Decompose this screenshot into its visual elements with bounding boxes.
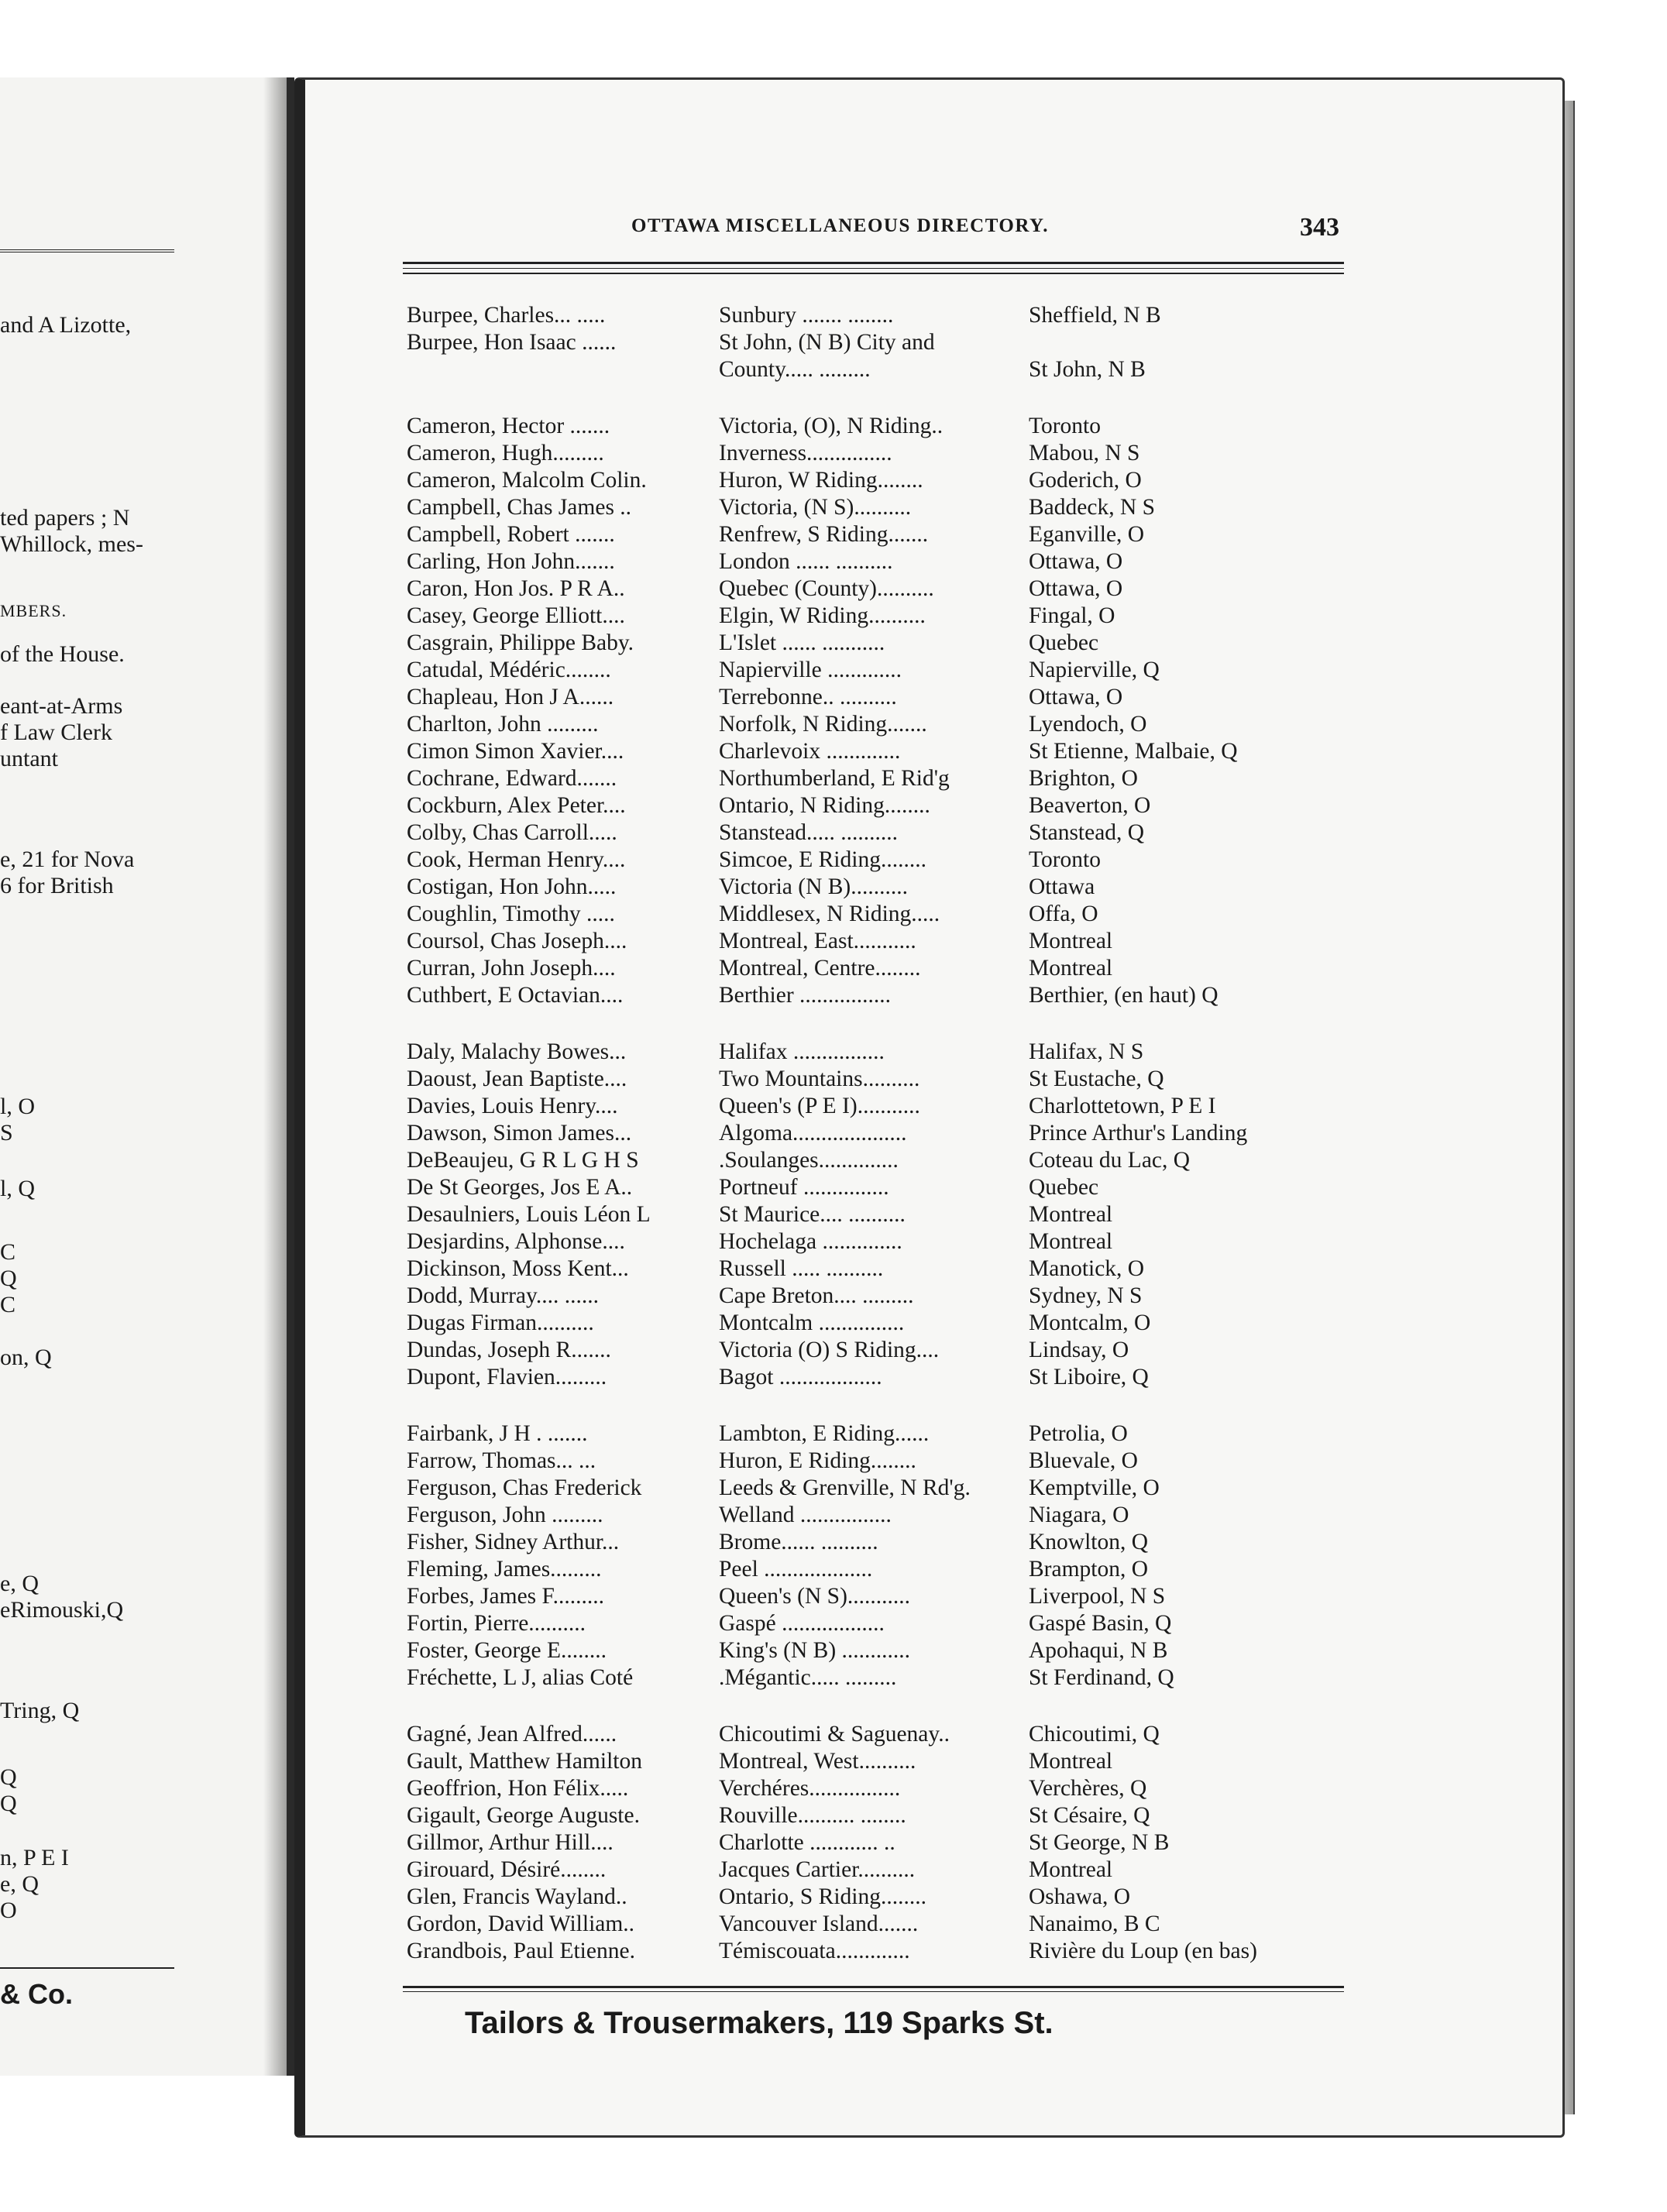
riding: Berthier ................ (719, 983, 892, 1008)
member-name: Cimon Simon Xavier.... (407, 739, 624, 764)
member-name: Fréchette, L J, alias Coté (407, 1665, 634, 1690)
riding: Peel ................... (719, 1557, 873, 1582)
directory-entry (407, 765, 1348, 792)
directory-entry (407, 1884, 1348, 1911)
member-name: Glen, Francis Wayland.. (407, 1884, 627, 1909)
member-name: Charlton, John ......... (407, 712, 599, 737)
riding: Simcoe, E Riding........ (719, 847, 926, 872)
riding: Inverness............... (719, 441, 892, 465)
directory-entry (407, 1364, 1348, 1391)
book-gutter (263, 77, 287, 2076)
member-name: Foster, George E........ (407, 1638, 607, 1663)
header-rule (403, 273, 1344, 274)
left-text-line: 6 for British (0, 873, 114, 898)
directory-entry (407, 955, 1348, 982)
member-name: Catudal, Médéric........ (407, 658, 611, 682)
member-name: Cuthbert, E Octavian.... (407, 983, 624, 1008)
directory-entry (407, 1448, 1348, 1475)
riding: Victoria (N B).......... (719, 874, 909, 899)
post-office: Lyendoch, O (1029, 712, 1147, 737)
post-office: Toronto (1029, 847, 1101, 872)
directory-entry (407, 1337, 1348, 1364)
left-text-line: ted papers ; N (0, 505, 130, 531)
member-name: Dupont, Flavien......... (407, 1365, 607, 1389)
directory-entry (407, 440, 1348, 467)
post-office: Ottawa, O (1029, 685, 1123, 709)
directory-entry (407, 1066, 1348, 1093)
directory-entry (407, 467, 1348, 494)
rule (0, 249, 174, 252)
directory-entry (407, 1502, 1348, 1529)
riding: Leeds & Grenville, N Rd'g. (719, 1475, 971, 1500)
left-text-line: C (0, 1292, 16, 1317)
post-office: Knowlton, Q (1029, 1530, 1149, 1554)
previous-page-fragment (0, 77, 294, 2076)
post-office: Montcalm, O (1029, 1310, 1151, 1335)
riding: Middlesex, N Riding..... (719, 902, 940, 926)
post-office: St John, N B (1029, 357, 1146, 382)
left-text-line: Tring, Q (0, 1698, 80, 1723)
riding: Quebec (County).......... (719, 576, 934, 601)
post-office: Quebec (1029, 1175, 1099, 1200)
left-text-line: O (0, 1898, 17, 1923)
directory-entry (407, 1120, 1348, 1147)
riding: Russell ..... .......... (719, 1256, 884, 1281)
member-name: Casey, George Elliott.... (407, 603, 625, 628)
directory-entry (407, 847, 1348, 874)
post-office: Apohaqui, N B (1029, 1638, 1168, 1663)
member-name: Desaulniers, Louis Léon L (407, 1202, 651, 1227)
riding: Algoma.................... (719, 1121, 907, 1146)
post-office: Charlottetown, P E I (1029, 1094, 1216, 1118)
left-text-line: on, Q (0, 1345, 52, 1370)
directory-entry (407, 1748, 1348, 1775)
member-name: Girouard, Désiré........ (407, 1857, 607, 1882)
directory-entry (407, 603, 1348, 630)
member-name: Davies, Louis Henry.... (407, 1094, 618, 1118)
directory-entry (407, 413, 1348, 440)
riding: L'Islet ...... ........... (719, 630, 885, 655)
member-name: Dundas, Joseph R....... (407, 1338, 611, 1362)
member-name: Colby, Chas Carroll..... (407, 820, 617, 845)
post-office: Ottawa, O (1029, 549, 1123, 574)
riding: Elgin, W Riding.......... (719, 603, 926, 628)
post-office: Quebec (1029, 630, 1099, 655)
post-office: Liverpool, N S (1029, 1584, 1166, 1609)
rule (0, 1967, 174, 1969)
post-office: St Liboire, Q (1029, 1365, 1149, 1389)
left-text-line: eRimouski,Q (0, 1597, 124, 1623)
post-office: Brampton, O (1029, 1557, 1149, 1582)
member-name: Geoffrion, Hon Félix..... (407, 1776, 629, 1801)
riding: Jacques Cartier.......... (719, 1857, 916, 1882)
member-name: Farrow, Thomas... ... (407, 1448, 596, 1473)
post-office: Montreal (1029, 956, 1113, 981)
post-office: Fingal, O (1029, 603, 1115, 628)
footer-rule (403, 1991, 1344, 1992)
member-name: Fortin, Pierre.......... (407, 1611, 586, 1636)
left-text-line: f Law Clerk (0, 720, 112, 745)
member-name: Fleming, James......... (407, 1557, 602, 1582)
riding: .Soulanges.............. (719, 1148, 899, 1173)
post-office: Montreal (1029, 929, 1113, 953)
running-head: OTTAWA MISCELLANEOUS DIRECTORY. (631, 215, 1050, 236)
riding: Charlotte ............ .. (719, 1830, 895, 1855)
riding: King's (N B) ............ (719, 1638, 911, 1663)
post-office: Ottawa (1029, 874, 1095, 899)
directory-entry (407, 575, 1348, 603)
directory-entry (407, 1856, 1348, 1884)
member-name: Gigault, George Auguste. (407, 1803, 640, 1828)
left-text-line: l, O (0, 1094, 35, 1119)
left-footer-fragment: & Co. (0, 1978, 73, 2010)
directory-entry (407, 302, 1348, 329)
riding: Montreal, East........... (719, 929, 916, 953)
directory-entry (407, 1147, 1348, 1174)
member-name: Gault, Matthew Hamilton (407, 1749, 642, 1774)
member-name: Cook, Herman Henry.... (407, 847, 626, 872)
left-text-line: Q (0, 1791, 17, 1816)
post-office: Oshawa, O (1029, 1884, 1131, 1909)
member-name: Grandbois, Paul Etienne. (407, 1939, 635, 1963)
member-name: Coughlin, Timothy ..... (407, 902, 615, 926)
post-office: Verchères, Q (1029, 1776, 1147, 1801)
directory-entry (407, 1475, 1348, 1502)
member-name: Cockburn, Alex Peter.... (407, 793, 626, 818)
post-office: Prince Arthur's Landing (1029, 1121, 1248, 1146)
post-office: Offa, O (1029, 902, 1098, 926)
member-name: Casgrain, Philippe Baby. (407, 630, 634, 655)
post-office: Mabou, N S (1029, 441, 1140, 465)
directory-entry (407, 1310, 1348, 1337)
riding: County..... ......... (719, 357, 871, 382)
riding: Lambton, E Riding...... (719, 1421, 930, 1446)
directory-entry (407, 1583, 1348, 1610)
member-name: Burpee, Charles... ..... (407, 303, 606, 328)
riding: Verchéres................ (719, 1776, 901, 1801)
post-office: Montreal (1029, 1857, 1113, 1882)
member-name: Daoust, Jean Baptiste.... (407, 1066, 627, 1091)
directory-entry (407, 901, 1348, 928)
directory-entry (407, 1420, 1348, 1448)
left-text-line: untant (0, 746, 58, 771)
riding: London ...... .......... (719, 549, 893, 574)
riding: Hochelaga .............. (719, 1229, 902, 1254)
page-number: 343 (1300, 213, 1339, 242)
post-office: Nanaimo, B C (1029, 1911, 1160, 1936)
post-office: Gaspé Basin, Q (1029, 1611, 1172, 1636)
post-office: Brighton, O (1029, 766, 1138, 791)
riding: Gaspé .................. (719, 1611, 885, 1636)
riding: Témiscouata............. (719, 1939, 910, 1963)
directory-entry (407, 1283, 1348, 1310)
riding: Northumberland, E Rid'g (719, 766, 950, 791)
directory-entry (407, 494, 1348, 521)
directory-entry (407, 630, 1348, 657)
member-name: Dodd, Murray.... ...... (407, 1283, 599, 1308)
riding: Vancouver Island....... (719, 1911, 919, 1936)
left-text-line: eant-at-Arms (0, 693, 123, 719)
post-office: Coteau du Lac, Q (1029, 1148, 1191, 1173)
member-name: Fairbank, J H . ....... (407, 1421, 588, 1446)
riding: Stanstead..... .......... (719, 820, 899, 845)
directory-entry (407, 1255, 1348, 1283)
post-office: St Ferdinand, Q (1029, 1665, 1174, 1690)
member-name: Gillmor, Arthur Hill.... (407, 1830, 614, 1855)
directory-entry (407, 738, 1348, 765)
post-office: St Etienne, Malbaie, Q (1029, 739, 1238, 764)
member-name: Daly, Malachy Bowes... (407, 1039, 627, 1064)
directory-entry (407, 1529, 1348, 1556)
riding: Terrebonne.. .......... (719, 685, 897, 709)
post-office: Niagara, O (1029, 1503, 1129, 1527)
directory-entry (407, 982, 1348, 1009)
post-office: Bluevale, O (1029, 1448, 1138, 1473)
member-name: Gordon, David William.. (407, 1911, 635, 1936)
left-text-line: n, P E I (0, 1845, 69, 1870)
footer-rule (403, 1986, 1344, 1988)
left-text-line: C (0, 1239, 16, 1265)
riding: Victoria, (O), N Riding.. (719, 414, 943, 438)
riding: Charlevoix ............. (719, 739, 901, 764)
directory-entry (407, 329, 1348, 356)
riding: Ontario, N Riding........ (719, 793, 930, 818)
member-name: Campbell, Chas James .. (407, 495, 632, 520)
post-office: Lindsay, O (1029, 1338, 1129, 1362)
directory-entry (407, 928, 1348, 955)
member-name: Campbell, Robert ....... (407, 522, 615, 547)
left-text-line: e, Q (0, 1571, 39, 1596)
section-gap (407, 1009, 1348, 1039)
riding: Ontario, S Riding........ (719, 1884, 926, 1909)
riding: Montreal, West.......... (719, 1749, 916, 1774)
riding: Victoria (O) S Riding.... (719, 1338, 940, 1362)
member-name: Forbes, James F......... (407, 1584, 604, 1609)
member-directory-list (407, 302, 1348, 1965)
section-gap (407, 1692, 1348, 1721)
riding: Queen's (P E I)........... (719, 1094, 920, 1118)
member-name: Ferguson, Chas Frederick (407, 1475, 642, 1500)
member-name: Cochrane, Edward....... (407, 766, 617, 791)
member-name: Cameron, Hector ....... (407, 414, 610, 438)
member-name: Coursol, Chas Joseph.... (407, 929, 627, 953)
left-text-line: Q (0, 1266, 17, 1291)
directory-entry (407, 1228, 1348, 1255)
riding: Huron, W Riding........ (719, 468, 923, 493)
directory-entry (407, 874, 1348, 901)
member-name: Cameron, Malcolm Colin. (407, 468, 647, 493)
member-name: Desjardins, Alphonse.... (407, 1229, 625, 1254)
left-text-line: e, 21 for Nova (0, 847, 135, 872)
left-text-line: Whillock, mes- (0, 531, 143, 557)
post-office: St George, N B (1029, 1830, 1170, 1855)
post-office: Rivière du Loup (en bas) (1029, 1939, 1257, 1963)
member-name: Costigan, Hon John..... (407, 874, 617, 899)
post-office: Kemptville, O (1029, 1475, 1160, 1500)
member-name: Burpee, Hon Isaac ...... (407, 330, 617, 355)
riding: Queen's (N S)........... (719, 1584, 911, 1609)
riding: .Mégantic..... ......... (719, 1665, 897, 1690)
directory-entry (407, 1556, 1348, 1583)
directory-entry (407, 1938, 1348, 1965)
member-name: De St Georges, Jos E A.. (407, 1175, 633, 1200)
directory-entry (407, 1829, 1348, 1856)
post-office: Toronto (1029, 414, 1101, 438)
post-office: Montreal (1029, 1229, 1113, 1254)
riding: Bagot .................. (719, 1365, 882, 1389)
post-office: Sydney, N S (1029, 1283, 1143, 1308)
riding: St John, (N B) City and (719, 330, 935, 355)
post-office: Baddeck, N S (1029, 495, 1156, 520)
riding: Victoria, (N S).......... (719, 495, 912, 520)
left-text-line: of the House. (0, 641, 125, 667)
riding: St Maurice.... .......... (719, 1202, 906, 1227)
riding: Renfrew, S Riding....... (719, 522, 929, 547)
member-name: Dugas Firman.......... (407, 1310, 594, 1335)
riding: Huron, E Riding........ (719, 1448, 916, 1473)
member-name: Fisher, Sidney Arthur... (407, 1530, 620, 1554)
member-name: Carling, Hon John....... (407, 549, 615, 574)
directory-entry (407, 819, 1348, 847)
directory-entry (407, 1637, 1348, 1664)
post-office: Manotick, O (1029, 1256, 1145, 1281)
post-office: Halifax, N S (1029, 1039, 1144, 1064)
post-office: Stanstead, Q (1029, 820, 1145, 845)
footer-advertisement: Tailors & Trousermakers, 119 Sparks St. (465, 2006, 1053, 2040)
riding: Portneuf ............... (719, 1175, 889, 1200)
directory-entry (407, 1775, 1348, 1802)
directory-entry (407, 1201, 1348, 1228)
directory-entry (407, 711, 1348, 738)
post-office: Sheffield, N B (1029, 303, 1161, 328)
directory-entry (407, 1093, 1348, 1120)
header-rule (403, 262, 1344, 264)
post-office: St Césaire, Q (1029, 1803, 1150, 1828)
post-office: St Eustache, Q (1029, 1066, 1164, 1091)
directory-entry (407, 657, 1348, 684)
riding: Brome...... .......... (719, 1530, 878, 1554)
directory-entry (407, 1802, 1348, 1829)
directory-entry (407, 548, 1348, 575)
directory-entry (407, 684, 1348, 711)
riding: Napierville ............. (719, 658, 902, 682)
left-text-line: l, Q (0, 1176, 35, 1201)
riding: Chicoutimi & Saguenay.. (719, 1722, 950, 1747)
riding: Montcalm ............... (719, 1310, 905, 1335)
post-office: Beaverton, O (1029, 793, 1151, 818)
directory-entry (407, 1721, 1348, 1748)
post-office: Berthier, (en haut) Q (1029, 983, 1218, 1008)
directory-entry (407, 1174, 1348, 1201)
left-text-line: Q (0, 1764, 17, 1790)
riding: Rouville.......... ........ (719, 1803, 906, 1828)
post-office: Montreal (1029, 1749, 1113, 1774)
member-name: Chapleau, Hon J A...... (407, 685, 614, 709)
member-name: DeBeaujeu, G R L G H S (407, 1148, 639, 1173)
left-text-line: S (0, 1120, 13, 1146)
member-name: Cameron, Hugh......... (407, 441, 604, 465)
riding: Norfolk, N Riding....... (719, 712, 927, 737)
directory-entry (407, 1911, 1348, 1938)
left-text-line: MBERS. (0, 601, 67, 620)
post-office: Goderich, O (1029, 468, 1142, 493)
riding: Welland ................ (719, 1503, 892, 1527)
section-gap (407, 383, 1348, 413)
riding: Sunbury ....... ........ (719, 303, 894, 328)
member-name: Ferguson, John ......... (407, 1503, 603, 1527)
directory-entry (407, 792, 1348, 819)
header-rule (403, 268, 1344, 269)
directory-entry (407, 1610, 1348, 1637)
riding: Halifax ................ (719, 1039, 885, 1064)
member-name: Caron, Hon Jos. P R A.. (407, 576, 625, 601)
member-name: Curran, John Joseph.... (407, 956, 616, 981)
directory-entry (407, 1039, 1348, 1066)
directory-entry (407, 521, 1348, 548)
section-gap (407, 1391, 1348, 1420)
member-name: Dickinson, Moss Kent... (407, 1256, 629, 1281)
riding: Montreal, Centre........ (719, 956, 921, 981)
left-text-line: and A Lizotte, (0, 312, 132, 338)
post-office: Eganville, O (1029, 522, 1145, 547)
riding: Cape Breton.... ......... (719, 1283, 914, 1308)
post-office: Napierville, Q (1029, 658, 1160, 682)
member-name: Gagné, Jean Alfred...... (407, 1722, 617, 1747)
riding: Two Mountains.......... (719, 1066, 920, 1091)
post-office: Petrolia, O (1029, 1421, 1128, 1446)
post-office: Chicoutimi, Q (1029, 1722, 1160, 1747)
directory-entry (407, 1664, 1348, 1692)
member-name: Dawson, Simon James... (407, 1121, 632, 1146)
post-office: Ottawa, O (1029, 576, 1123, 601)
post-office: Montreal (1029, 1202, 1113, 1227)
directory-entry (407, 356, 1348, 383)
left-text-line: e, Q (0, 1871, 39, 1897)
